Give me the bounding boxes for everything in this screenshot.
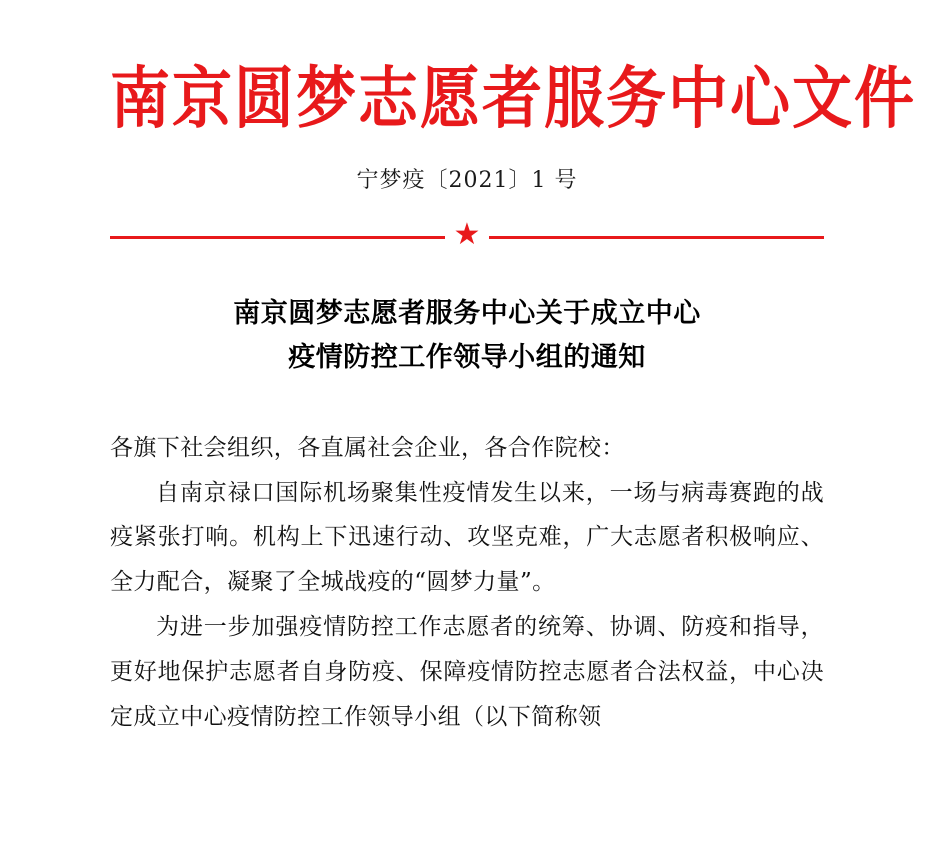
- body-paragraph-2: 为进一步加强疫情防控工作志愿者的统筹、协调、防疫和指导，更好地保护志愿者自身防疫、保障疫情防控志愿者合法权益，中心决定成立中心疫情防控工作领导小组（以下简称领: [110, 614, 824, 730]
- masthead: [110, 59, 916, 139]
- document-title-line-2: 疫情防控工作领导小组的通知: [288, 341, 646, 373]
- masthead-title: 南京圆梦志愿者服务中心文件: [110, 59, 916, 139]
- body-paragraph-1: 自南京禄口国际机场聚集性疫情发生以来，一场与病毒赛跑的战疫紧张打响。机构上下迅速行动、攻坚克难，广大志愿者积极响应、全力配合，凝聚了全城战疫的“圆梦力量”。: [110, 479, 824, 596]
- divider-bar-right: [489, 236, 824, 239]
- document-title-line-1: 南京圆梦志愿者服务中心关于成立中心: [233, 298, 701, 330]
- document-title: [110, 292, 824, 379]
- divider-bar-left: [110, 236, 445, 239]
- document-number: 宁梦疫〔2021〕1 号: [356, 168, 578, 194]
- red-star-icon: ★: [453, 217, 481, 253]
- document-body: [110, 426, 824, 740]
- red-divider-rule: [110, 217, 824, 253]
- document-page: [0, 59, 934, 854]
- body-salutation: 各旗下社会组织，各直属社会企业，各合作院校：: [110, 434, 625, 461]
